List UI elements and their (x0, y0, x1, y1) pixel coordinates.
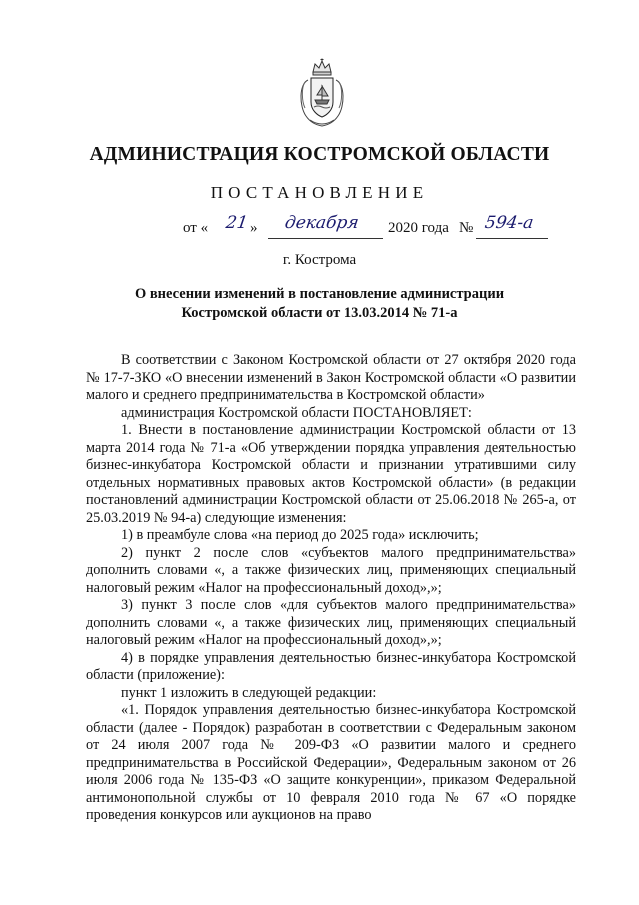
date-month: декабря (283, 213, 361, 233)
subject-line-2: Костромской области от 13.03.2014 № 71-а (181, 305, 458, 321)
subclause-1-paragraph: 1) в преамбуле слова «на период до 2025 года» исключить; (121, 527, 479, 543)
issuing-authority: АДМИНИСТРАЦИЯ КОСТРОМСКОЙ ОБЛАСТИ (89, 144, 550, 165)
number-underline (476, 238, 548, 239)
document-body (86, 352, 576, 825)
document-subject (0, 285, 639, 323)
date-month-underline (268, 238, 383, 239)
point-1-text-paragraph: «1. Порядок управления деятельностью бизнес-инкубатора Костромской области (далее - Порядок) разработан в соответствии с Федеральным законом от 24 июля 2007 года № 209-ФЗ «О развитии малого и среднего предпринимательства в Российской Федерации», Федеральным законом от 26 июля 2006 года № 135-ФЗ «О защите конкуренции», приказом Федеральной антимонопольной службы от 10 февраля 2010 года № 67 «О порядке проведения конкурсов или аукционов на право (86, 702, 576, 823)
date-day: 21 (224, 213, 250, 233)
document-type: ПОСТАНОВЛЕНИЕ (210, 183, 429, 202)
point-1-intro-paragraph: пункт 1 изложить в следующей редакции: (121, 684, 377, 701)
document-number: 594-а (483, 213, 535, 233)
preamble-paragraph: В соответствии с Законом Костромской области от 27 октября 2020 года № 17-7-ЗКО «О внесении изменений в Закон Костромской области «О развитии малого и среднего предпринимательства в Костромской области» (86, 352, 576, 403)
coat-of-arms-emblem (296, 58, 348, 130)
date-prefix: от « (183, 220, 209, 236)
clause-1-paragraph: 1. Внести в постановление администрации Костромской области от 13 марта 2014 года № 71-а «Об утверждении порядка управления деятельностью бизнес-инкубатора Костромской области и признании утратившими силу отдельных нормативных правовых актов Костромской области» (в редакции постановлений администрации Костромской области от 25.06.2018 № 265-а, от 25.03.2019 № 94-а) следующие изменения: (86, 422, 576, 526)
date-number-line (0, 212, 639, 242)
date-quote-close: » (250, 220, 258, 236)
subclause-2-paragraph: 2) пункт 2 после слов «субъектов малого предпринимательства» дополнить словами «, а также физических лиц, применяющих специальный налоговый режим «Налог на профессиональный доход»,»; (86, 544, 576, 596)
resolution-paragraph: администрация Костромской области ПОСТАНОВЛЯЕТ: (121, 404, 472, 421)
subclause-4-paragraph: 4) в порядке управления деятельностью бизнес-инкубатора Костромской области (приложение): (86, 649, 576, 683)
date-year: 2020 года (388, 220, 449, 236)
number-label: № (459, 220, 474, 236)
subject-line-1: О внесении изменений в постановление администрации (134, 286, 505, 302)
subclause-3-paragraph: 3) пункт 3 после слов «для субъектов малого предпринимательства» дополнить словами «, а также физических лиц, применяющих специальный налоговый режим «Налог на профессиональный доход»,»; (86, 597, 576, 648)
city-line: г. Кострома (282, 252, 357, 268)
